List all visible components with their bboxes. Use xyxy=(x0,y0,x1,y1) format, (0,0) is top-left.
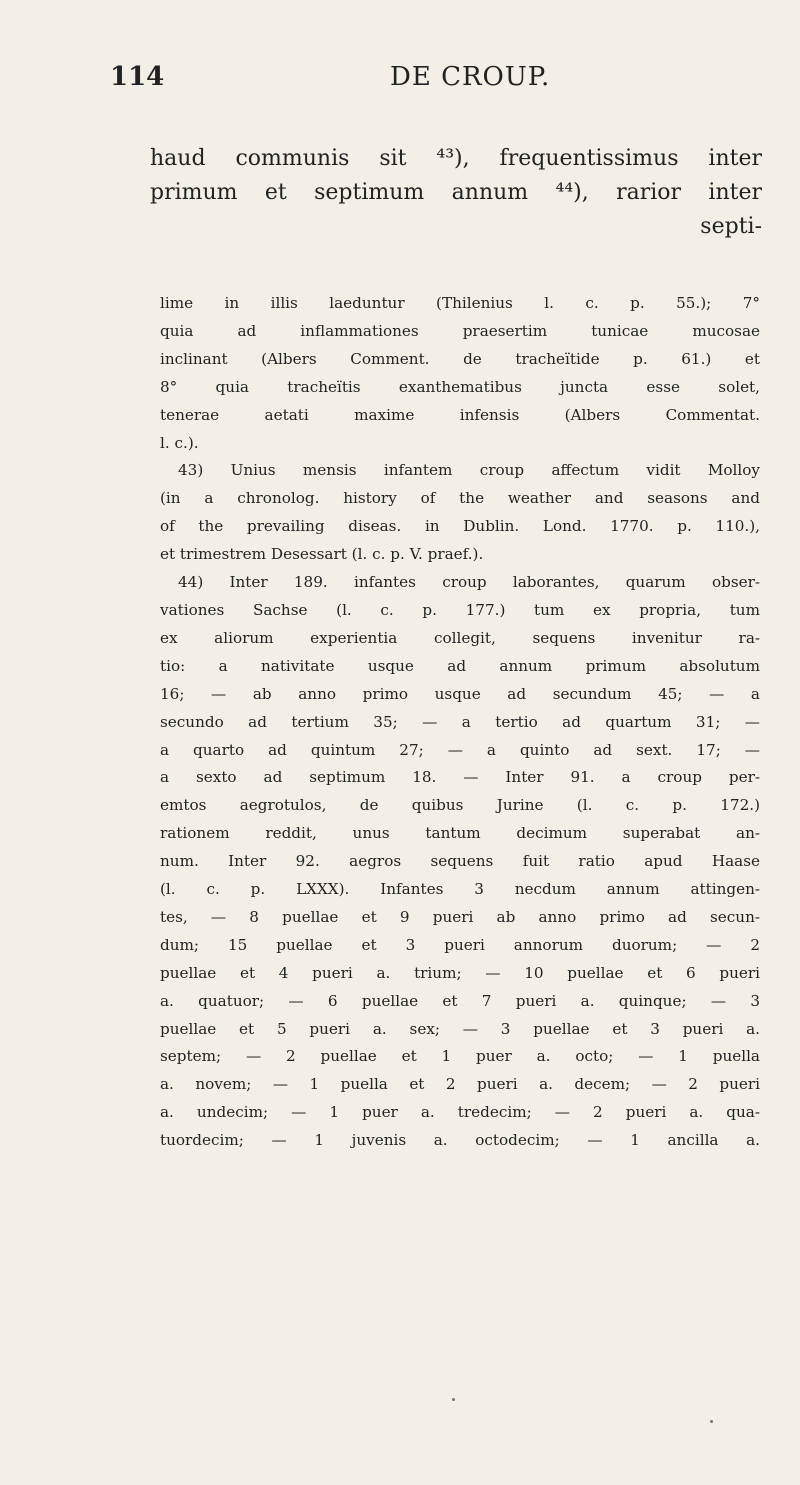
footnote-42-continuation xyxy=(160,290,760,457)
footnote-line: a quarto ad quintum 27; — a quinto ad sext. 17; — xyxy=(160,740,760,759)
footnote-line: puellae et 4 pueri a. trium; — 10 puellae et 6 pueri xyxy=(160,963,760,982)
running-title: DE CROUP. xyxy=(390,62,551,92)
footnote-line: num. Inter 92. aegros sequens fuit ratio apud Haase xyxy=(160,852,760,871)
footnote-44 xyxy=(160,569,760,1155)
footnote-line: ex aliorum experientia collegit, sequens invenitur ra- xyxy=(160,628,760,647)
footnote-line: 8° quia tracheïtis exanthematibus juncta esse solet, xyxy=(160,377,760,396)
page-number: 114 xyxy=(110,62,165,92)
footnote-line: inclinant (Albers Comment. de tracheïtide p. 61.) et xyxy=(160,349,760,368)
main-text-line: primum et septimum annum ⁴⁴), rarior inter xyxy=(150,180,762,205)
footnote-43 xyxy=(160,457,760,569)
footnote-line: rationem reddit, unus tantum decimum superabat an- xyxy=(160,824,760,843)
footnote-line: tuordecim; — 1 juvenis a. octodecim; — 1 ancilla a. xyxy=(160,1131,760,1150)
footnote-line: l. c.). xyxy=(160,433,199,452)
page-header xyxy=(110,62,800,102)
footnote-line: tes, — 8 puellae et 9 pueri ab anno primo ad secun- xyxy=(160,907,760,926)
footnote-line: puellae et 5 pueri a. sex; — 3 puellae et 3 pueri a. xyxy=(160,1019,760,1038)
footnote-line: (in a chronolog. history of the weather and seasons and xyxy=(160,489,760,508)
footnote-line: a. novem; — 1 puella et 2 pueri a. decem; — 2 pueri xyxy=(160,1075,760,1094)
footnote-line: tio: a nativitate usque ad annum primum absolutum xyxy=(160,656,760,675)
footnote-line: a sexto ad septimum 18. — Inter 91. a croup per- xyxy=(160,768,760,787)
footnote-line: quia ad inflammationes praesertim tunicae mucosae xyxy=(160,321,760,340)
footnote-line: lime in illis laeduntur (Thilenius l. c. p. 55.); 7° xyxy=(160,294,760,312)
footnote-line: of the prevailing diseas. in Dublin. Lond. 1770. p. 110.), xyxy=(160,517,760,536)
footnote-line: dum; 15 puellae et 3 pueri annorum duorum; — 2 xyxy=(160,935,760,954)
footnote-line: a. undecim; — 1 puer a. tredecim; — 2 pueri a. qua- xyxy=(160,1103,760,1122)
footnote-line: tenerae aetati maxime infensis (Albers Commentat. xyxy=(160,405,760,424)
footnote-line: 44) Inter 189. infantes croup laborantes, quarum obser- xyxy=(178,573,760,592)
main-text-line: haud communis sit ⁴³), frequentissimus inter xyxy=(150,146,762,171)
footnotes xyxy=(160,290,760,1155)
main-text xyxy=(150,142,762,244)
footnote-line: 16; — ab anno primo usque ad secundum 45; — a xyxy=(160,684,760,703)
footnote-line: emtos aegrotulos, de quibus Jurine (l. c. p. 172.) xyxy=(160,796,760,815)
footnote-line: a. quatuor; — 6 puellae et 7 pueri a. quinque; — 3 xyxy=(160,991,760,1010)
footnote-line: vationes Sachse (l. c. p. 177.) tum ex propria, tum xyxy=(160,600,760,619)
footnote-line: et trimestrem Desessart (l. c. p. V. praef.). xyxy=(160,545,484,564)
catchword: septi- xyxy=(700,214,762,239)
footnote-line: 43) Unius mensis infantem croup affectum vidit Molloy xyxy=(178,461,760,480)
footnote-line: secundo ad tertium 35; — a tertio ad quartum 31; — xyxy=(160,712,760,731)
footnote-line: septem; — 2 puellae et 1 puer a. octo; — 1 puella xyxy=(160,1047,760,1066)
footnote-line: (l. c. p. LXXX). Infantes 3 necdum annum attingen- xyxy=(160,880,760,899)
paper-speck xyxy=(452,1398,455,1401)
paper-speck xyxy=(710,1420,713,1423)
